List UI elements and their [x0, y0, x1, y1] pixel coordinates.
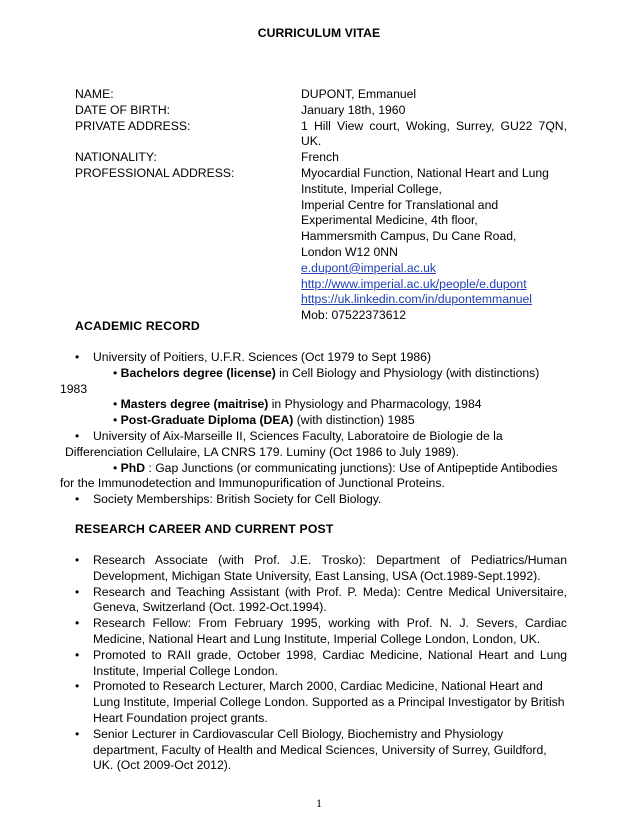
bachelor-detail: in Cell Biology and Physiology (with distinctions) [275, 365, 540, 380]
phd-line [75, 461, 567, 477]
page-number: 1 [316, 796, 322, 810]
prof-address-line: Experimental Medicine, 4th floor, [301, 213, 478, 228]
bullet-icon: • [75, 616, 80, 631]
phd-degree: PhD [120, 460, 146, 475]
diploma-detail: (with distinction) 1985 [293, 413, 415, 428]
academic-record-heading: ACADEMIC RECORD [75, 319, 200, 333]
prof-address-line: London W12 0NN [301, 244, 398, 259]
bullet-icon: • [75, 584, 80, 599]
research-career-heading: RESEARCH CAREER AND CURRENT POST [75, 522, 334, 536]
prof-address-line: Imperial Centre for Translational and [301, 197, 499, 212]
nationality-row [75, 150, 567, 166]
marseille-text: University of Aix-Marseille II, Sciences Faculty, Laboratoire de Biologie de la [93, 428, 503, 443]
research-item: Senior Lecturer in Cardiovascular Cell Biology, Biochemistry and Physiology department, Faculty of Health and Medical Sciences, University of Surrey, Guildford, UK. (Oct 2009-Oct 2012). [93, 726, 547, 773]
bullet-icon: • [75, 726, 80, 741]
bachelor-year: 1983 [60, 381, 88, 396]
research-item: Research and Teaching Assistant (with Prof. P. Meda): Centre Medical Universitaire, Geneva, Switzerland (Oct. 1992-Oct.1994). [93, 584, 567, 615]
poitiers-text: University of Poitiers, U.F.R. Sciences (Oct 1979 to Sept 1986) [93, 350, 432, 364]
sub-bullet-icon: • [113, 365, 121, 380]
masters-detail: in Physiology and Pharmacology, 1984 [268, 397, 482, 412]
prof-address-line: Myocardial Function, National Heart and Lung [301, 165, 549, 180]
phd-line-2: for the Immunodetection and Immunopurification of Junctional Proteins. [60, 476, 445, 491]
linkedin-link[interactable]: https://uk.linkedin.com/in/dupontemmanuel [301, 292, 533, 307]
nationality-label: NATIONALITY: [75, 150, 157, 165]
mobile-number: Mob: 07522373612 [301, 308, 407, 323]
diploma-line [75, 413, 567, 429]
address-value: 1 Hill View court, Woking, Surrey, GU22 7QN, UK. [301, 118, 567, 149]
prof-address-line: Institute, Imperial College, [301, 181, 442, 196]
bullet-icon: • [75, 679, 80, 694]
dob-row [75, 103, 567, 119]
professional-address-value [301, 166, 567, 324]
prof-address-line: Hammersmith Campus, Du Cane Road, [301, 229, 517, 244]
masters-line [75, 397, 567, 413]
list-item [75, 429, 567, 445]
dob-value: January 18th, 1960 [301, 102, 406, 117]
academic-record-section [60, 350, 567, 492]
name-value: DUPONT, Emmanuel [301, 87, 417, 101]
page-title: CURRICULUM VITAE [257, 26, 381, 40]
list-item [75, 648, 567, 680]
society-text: Society Memberships: British Society for Cell Biology. [93, 492, 382, 506]
sub-bullet-icon: • [113, 413, 121, 428]
research-item: Promoted to Research Lecturer, March 2000, Cardiac Medicine, National Heart and Lung Institute, Imperial College London. Supported as a Principal Investigator by British Heart Foundation project grants. [93, 679, 565, 725]
list-item [75, 350, 567, 366]
address-label: PRIVATE ADDRESS: [75, 118, 191, 133]
phd-detail: : Gap Junctions (or communicating junctions): Use of Antipeptide Antibodies [145, 460, 558, 475]
bullet-icon: • [75, 553, 80, 567]
sub-bullet-icon: • [113, 460, 121, 475]
bachelor-line [75, 366, 567, 382]
research-item: Promoted to RAII grade, October 1998, Cardiac Medicine, National Heart and Lung Institute, Imperial College London. [93, 647, 567, 678]
professional-address-row [75, 166, 567, 324]
name-row [75, 87, 567, 103]
masters-degree: Masters degree (maitrise) [120, 397, 269, 412]
personal-info [75, 87, 567, 324]
list-item [75, 679, 567, 726]
name-label: NAME: [75, 87, 114, 101]
nationality-value: French [301, 150, 339, 165]
bullet-icon: • [75, 492, 80, 506]
bullet-icon: • [75, 647, 80, 662]
list-item [75, 585, 567, 617]
marseille-line-2: Differenciation Cellulaire, LA CNRS 179. Luminy (Oct 1986 to July 1989). [65, 444, 460, 459]
research-item: Research Fellow: From February 1995, working with Prof. N. J. Severs, Cardiac Medicine, National Heart and Lung Institute, Imperial College London, London, UK. [93, 616, 567, 646]
list-item [75, 553, 567, 585]
bullet-icon: • [75, 350, 80, 364]
bullet-icon: • [75, 428, 80, 443]
research-item: Research Associate (with Prof. J.E. Trosko): Department of Pediatrics/Human Development, Michigan State University, East Lansing, USA (Oct.1989-Sept.1992). [93, 553, 567, 583]
bachelor-degree: Bachelors degree (license) [120, 365, 276, 380]
list-item [75, 727, 567, 774]
dob-label: DATE OF BIRTH: [75, 102, 171, 117]
society-section [75, 492, 567, 508]
professional-address-label: PROFESSIONAL ADDRESS: [75, 165, 235, 180]
list-item [75, 616, 567, 648]
research-career-section [75, 553, 567, 774]
website-link[interactable]: http://www.imperial.ac.uk/people/e.dupont [301, 276, 527, 291]
diploma-degree: Post-Graduate Diploma (DEA) [120, 413, 294, 428]
list-item [75, 492, 567, 508]
email-link[interactable]: e.dupont@imperial.ac.uk [301, 260, 436, 275]
sub-bullet-icon: • [113, 397, 121, 412]
address-row [75, 119, 567, 151]
